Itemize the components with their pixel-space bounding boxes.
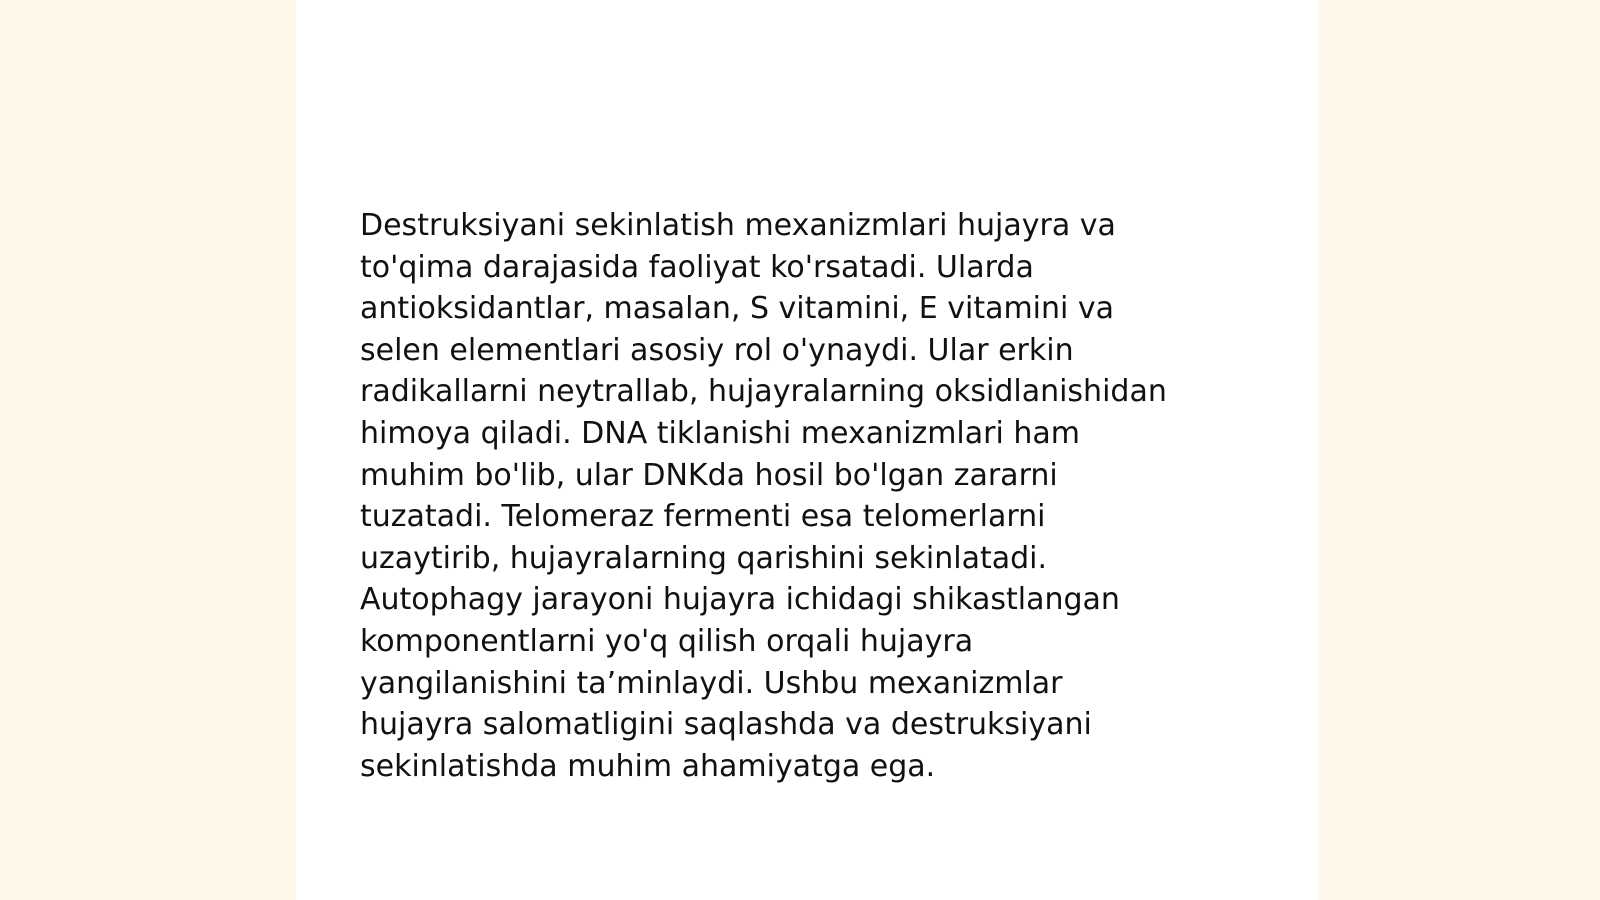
text-line: komponentlarni yo'q qilish orqali hujayra bbox=[360, 623, 974, 659]
text-line: tuzatadi. Telomeraz fermenti esa telomerlarni bbox=[360, 499, 1046, 535]
text-line: Destruksiyani sekinlatish mexanizmlari hujayra va bbox=[360, 208, 1116, 243]
text-line: selen elementlari asosiy rol o'ynaydi. Ular erkin bbox=[360, 332, 1074, 368]
text-line: to'qima darajasida faoliyat ko'rsatadi. Ularda bbox=[360, 249, 1034, 285]
text-line: antioksidantlar, masalan, S vitamini, E vitamini va bbox=[360, 291, 1115, 327]
text-line: hujayra salomatligini saqlashda va destruksiyani bbox=[360, 707, 1092, 743]
text-line: muhim bo'lib, ular DNKda hosil bo'lgan zararni bbox=[360, 457, 1058, 493]
body-paragraph bbox=[360, 205, 1260, 787]
slide-page bbox=[296, 0, 1318, 900]
text-line: radikallarni neytrallab, hujayralarning oksidlanishidan bbox=[360, 374, 1167, 410]
text-line: yangilanishini ta’minlaydi. Ushbu mexanizmlar bbox=[360, 665, 1063, 701]
text-line: Autophagy jarayoni hujayra ichidagi shikastlangan bbox=[360, 582, 1120, 618]
text-line: sekinlatishda muhim ahamiyatga ega. bbox=[360, 748, 936, 784]
text-line: uzaytirib, hujayralarning qarishini sekinlatadi. bbox=[360, 540, 1048, 576]
text-line: himoya qiladi. DNA tiklanishi mexanizmlari ham bbox=[360, 415, 1080, 451]
